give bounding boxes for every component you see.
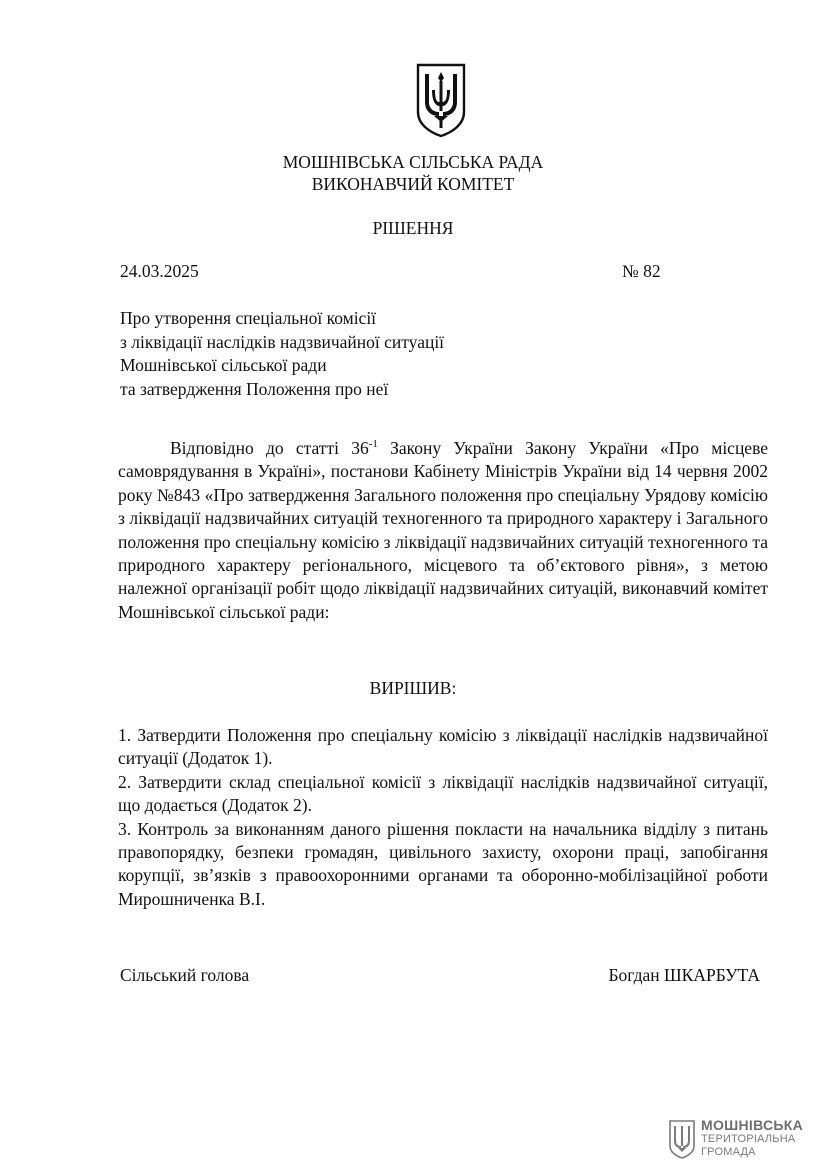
resolution-item: 2. Затвердити склад спеціальної комісії з ліквідації наслідків надзвичайної ситуації, що додається (Додаток 2). — [118, 771, 768, 816]
resolution-item: 1. Затвердити Положення про спеціальну комісію з ліквідації наслідків надзвичайної ситуації (Додаток 1). — [118, 725, 768, 769]
article-superscript: -1 — [368, 438, 378, 450]
preamble-text-start: Відповідно до статті 36 — [170, 438, 369, 458]
committee-name: ВИКОНАВЧИЙ КОМІТЕТ — [311, 174, 515, 194]
resolution-items — [118, 724, 768, 911]
decision-subject — [120, 307, 444, 401]
watermark-line-2: ТЕРИТОРІАЛЬНА — [701, 1133, 796, 1145]
community-watermark-logo — [668, 1117, 808, 1161]
document-type: РІШЕННЯ — [372, 218, 454, 238]
resolution-item: 3. Контроль за виконанням даного рішення покласти на начальника відділу з питань правопорядку, безпеки громадян, цивільного захисту, охорони праці, запобігання корупції, зв’язків з правоохоронними органами та оборонно-мобілізаційної роботи Мирошниченка В.І. — [118, 818, 768, 909]
tryzub-logo-icon — [668, 1119, 696, 1159]
subject-line: Про утворення спеціальної комісії — [120, 308, 377, 328]
subject-line: Мошнівської сільської ради — [120, 355, 327, 375]
subject-line: з ліквідації наслідків надзвичайної ситуації — [120, 331, 445, 352]
council-name: МОШНІВСЬКА СІЛЬСЬКА РАДА — [282, 152, 544, 172]
decision-number: № 82 — [622, 261, 661, 281]
tryzub-coat-of-arms-icon — [415, 62, 467, 138]
resolved-heading: ВИРІШИВ: — [369, 678, 457, 698]
watermark-line-1: МОШНІВСЬКА — [701, 1117, 804, 1133]
watermark-line-3: ГРОМАДА — [701, 1146, 756, 1158]
signatory-title: Сільський голова — [120, 965, 250, 985]
preamble-text-rest: Закону України Закону України «Про місцеве самоврядування в Україні», постанови Кабінету Міністрів України від 14 червня 2002 року №843 «Про затвердження Загального положення про спеціальну Урядову комісію з ліквідації надзвичайних ситуацій техногенного та природного характеру і Загального положення про спеціальну комісію з ліквідації надзвичайних ситуацій техногенного та природного характеру регіонального, місцевого та об’єктового рівня», з метою належної організації робіт щодо ліквідації надзвичайних ситуацій, виконавчий комітет Мошнівської сільської ради: — [118, 438, 769, 622]
signatory-name: Богдан ШКАРБУТА — [608, 965, 760, 985]
decision-date: 24.03.2025 — [120, 261, 199, 281]
preamble-paragraph — [118, 437, 768, 624]
subject-line: та затвердження Положення про неї — [120, 378, 389, 399]
